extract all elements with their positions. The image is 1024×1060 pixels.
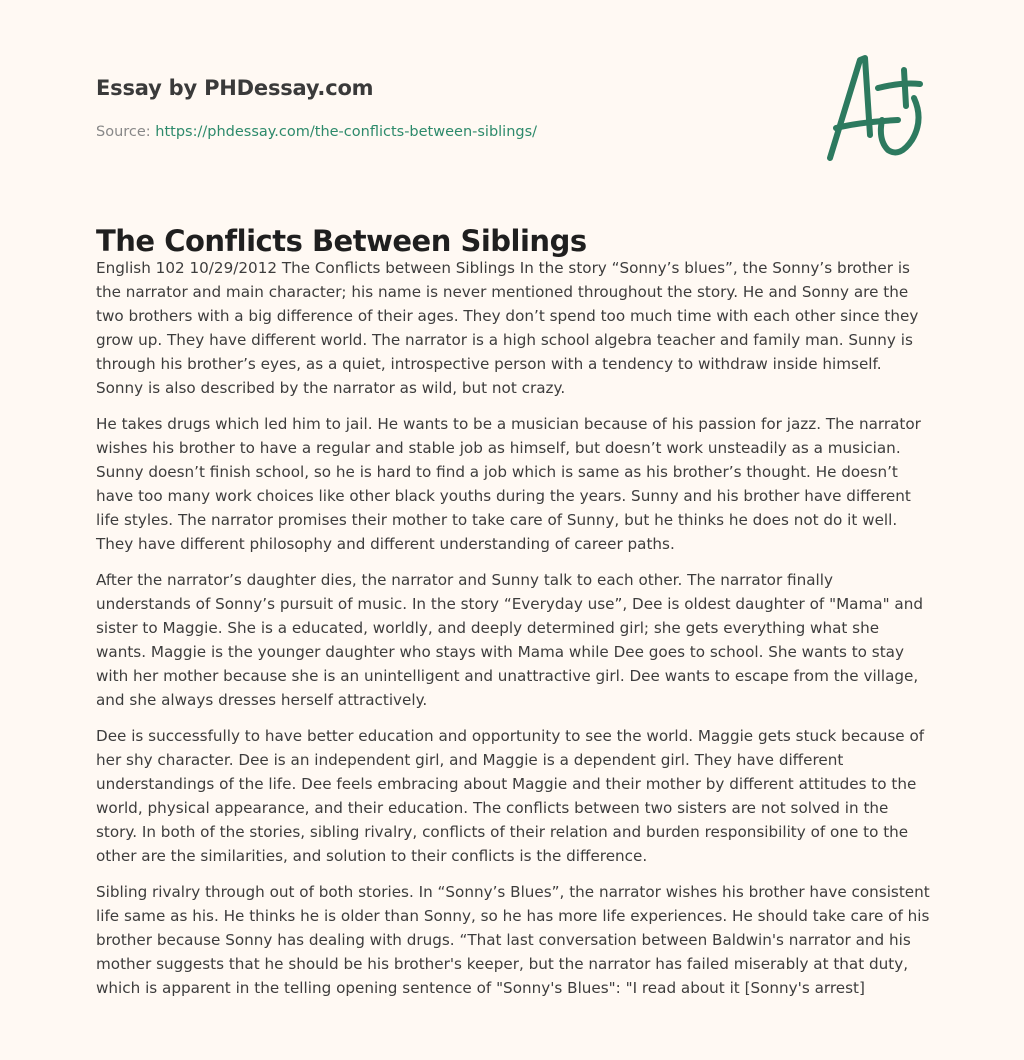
essay-title: The Conflicts Between Siblings <box>96 224 587 258</box>
source-link[interactable]: https://phdessay.com/the-conflicts-between-siblings/ <box>155 124 538 140</box>
essay-paragraph: He takes drugs which led him to jail. He wants to be a musician because of his passion for jazz. The narrator wishes his brother to have a regular and stable job as himself, but doesn’t work unsteadily as a musician. Sunny doesn’t finish school, so he is hard to find a job which is same as his brother’s thought. He doesn’t have too many work choices like other black youths during the years. Sunny and his brother have different life styles. The narrator promises their mother to take care of Sunny, but he thinks he does not do it well. They have different philosophy and different understanding of career paths. <box>96 415 921 553</box>
essay-paragraph: English 102 10/29/2012 The Conflicts between Siblings In the story “Sonny’s blues”, the Sonny’s brother is the narrator and main character; his name is never mentioned throughout the story. He and Sonny are the two brothers with a big difference of their ages. They don’t spend too much time with each other since they grow up. They have different world. The narrator is a high school algebra teacher and family man. Sunny is through his brother’s eyes, as a quiet, introspective person with a tendency to withdraw inside himself. Sonny is also described by the narrator as wild, but not crazy. <box>96 259 919 397</box>
a-plus-logo-icon <box>820 40 935 170</box>
essay-paragraph: After the narrator’s daughter dies, the narrator and Sunny talk to each other. The narrator finally understands of Sonny’s pursuit of music. In the story “Everyday use”, Dee is oldest daughter of "Mama" and sister to Maggie. She is a educated, worldly, and deeply determined girl; she gets everything what she wants. Maggie is the younger daughter who stays with Mama while Dee goes to school. She wants to stay with her mother because she is an unintelligent and unattractive girl. Dee wants to escape from the village, and she always dresses herself attractively. <box>96 571 923 709</box>
brand-title: Essay by PHDessay.com <box>96 76 374 100</box>
site-header <box>96 76 373 100</box>
essay-paragraph: Dee is successfully to have better education and opportunity to see the world. Maggie gets stuck because of her shy character. Dee is an independent girl, and Maggie is a dependent girl. They have different understandings of the life. Dee feels embracing about Maggie and their mother by different attitudes to the world, physical appearance, and their education. The conflicts between two sisters are not solved in the story. In both of the stories, sibling rivalry, conflicts of their relation and burden responsibility of one to the other are the similarities, and solution to their conflicts is the difference. <box>96 727 925 865</box>
essay-body <box>96 256 932 1012</box>
source-line <box>96 124 537 140</box>
essay-paragraph: Sibling rivalry through out of both stories. In “Sonny’s Blues”, the narrator wishes his brother have consistent life same as his. He thinks he is older than Sonny, so he has more life experiences. He should take care of his brother because Sonny has dealing with drugs. “That last conversation between Baldwin's narrator and his mother suggests that he should be his brother's keeper, but the narrator has failed miserably at that duty, which is apparent in the telling opening sentence of "Sonny's Blues": "I read about it [Sonny's arrest] <box>96 883 930 997</box>
source-label: Source: <box>96 124 151 140</box>
